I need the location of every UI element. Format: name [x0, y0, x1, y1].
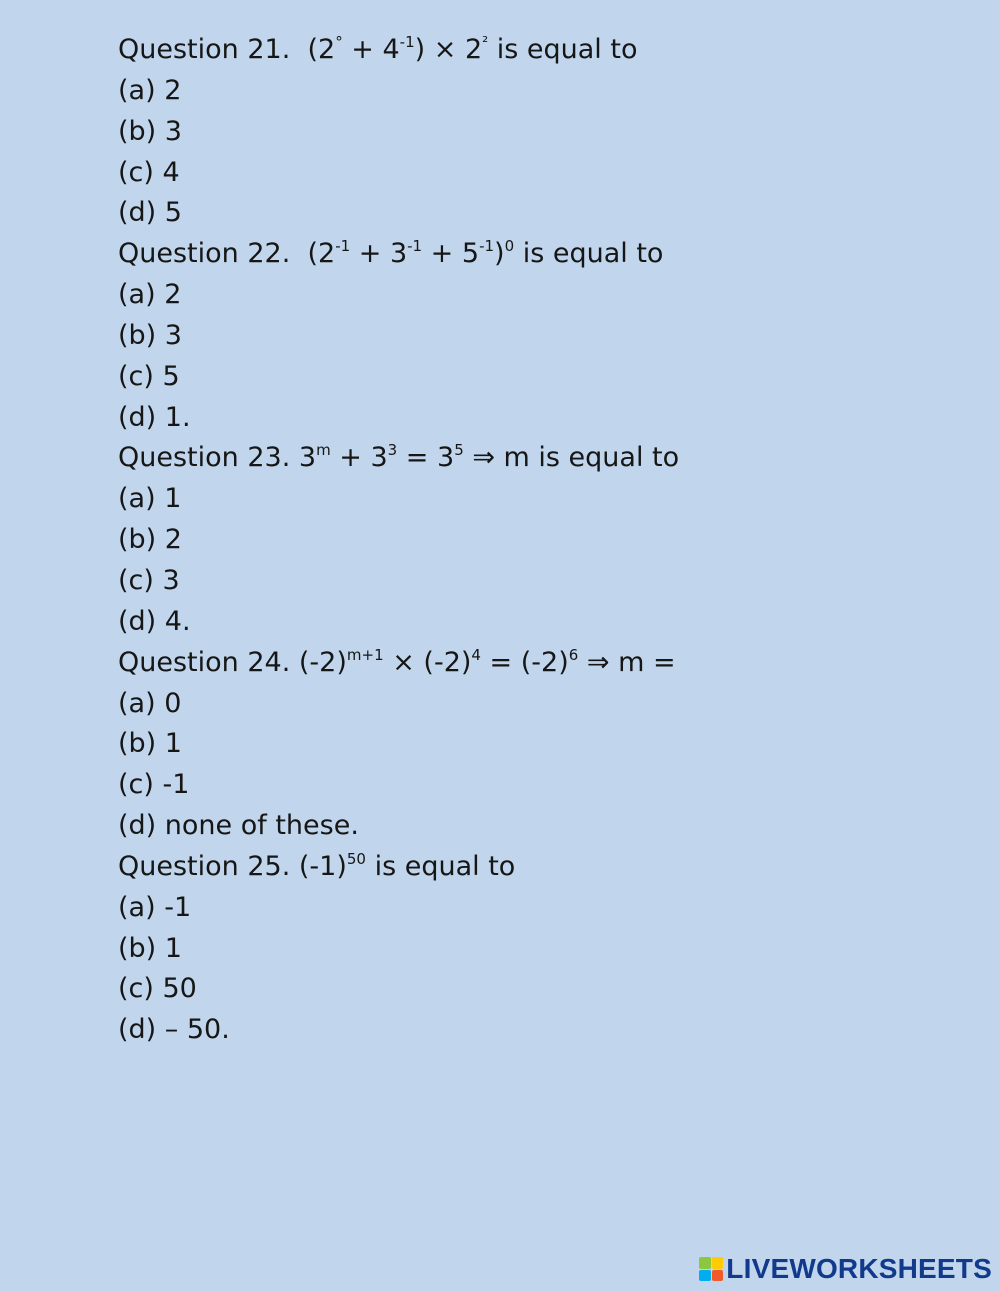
liveworksheets-logo-icon	[699, 1257, 723, 1281]
question-expression: $(-1)^{50}$ is equal to	[298, 849, 516, 882]
option-a[interactable]: (a) -1	[118, 891, 192, 923]
question-number: Question 25.	[118, 850, 291, 882]
option-c[interactable]: (c) 50	[118, 973, 197, 1005]
option-d[interactable]: (d) 5	[118, 197, 182, 229]
worksheet	[118, 30, 938, 1051]
option-b[interactable]: (b) 2	[118, 524, 182, 556]
liveworksheets-brand[interactable]	[699, 1253, 992, 1285]
option-a[interactable]: (a) 0	[118, 687, 182, 719]
option-b[interactable]: (b) 1	[118, 728, 182, 760]
question-expression: $3^m + 3^3 = 3^5$ ⇒ m is equal to	[298, 441, 680, 474]
option-d[interactable]: (d) none of these.	[118, 810, 359, 842]
option-d[interactable]: (d) 1.	[118, 401, 191, 433]
question-number: Question 24.	[118, 646, 291, 678]
question-24-stem	[118, 643, 938, 684]
question-expression: $(-2)^{m+1} \times (-2)^4 = (-2)^6$ ⇒ m =	[298, 645, 676, 678]
option-b[interactable]: (b) 3	[118, 115, 182, 147]
option-a[interactable]: (a) 1	[118, 483, 182, 515]
question-number: Question 21.	[118, 34, 291, 65]
question-21-stem	[118, 30, 938, 71]
option-d[interactable]: (d) – 50.	[118, 1014, 230, 1046]
option-c[interactable]: (c) 4	[118, 156, 180, 188]
option-d[interactable]: (d) 4.	[118, 605, 191, 637]
question-22-stem	[118, 234, 938, 275]
option-a[interactable]: (a) 2	[118, 279, 182, 311]
question-number: Question 22.	[118, 238, 291, 270]
brand-wordmark: LIVEWORKSHEETS	[726, 1253, 992, 1284]
option-c[interactable]: (c) -1	[118, 769, 190, 801]
question-number: Question 23.	[118, 442, 291, 474]
question-25-stem	[118, 847, 938, 888]
option-c[interactable]: (c) 5	[118, 360, 180, 392]
option-a[interactable]: (a) 2	[118, 74, 182, 106]
option-c[interactable]: (c) 3	[118, 564, 180, 596]
question-expression: $(2^\circ + 4^{-1}) \times 2^{^2}$ is equal to	[307, 33, 638, 65]
question-23-stem	[118, 438, 938, 479]
option-b[interactable]: (b) 3	[118, 319, 182, 351]
option-b[interactable]: (b) 1	[118, 932, 182, 964]
question-expression: $(2^{-1} + 3^{-1} + 5^{-1})^0$ is equal to	[307, 237, 664, 270]
